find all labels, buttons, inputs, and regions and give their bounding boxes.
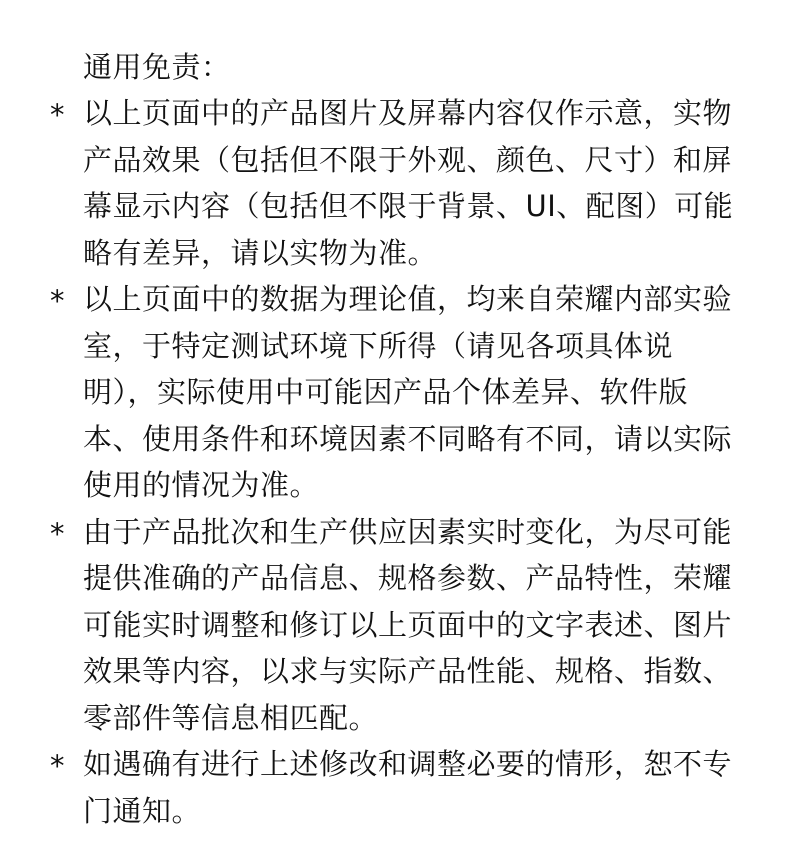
disclaimer-line: 本、使用条件和环境因素不同略有不同，请以实际 xyxy=(83,421,733,456)
bullet-asterisk: * xyxy=(50,98,65,132)
disclaimer-item xyxy=(0,90,734,276)
disclaimer-line: 明），实际使用中可能因产品个体差异、软件版 xyxy=(83,375,689,409)
disclaimer-line: 门通知。 xyxy=(83,793,202,828)
disclaimer-line: 如遇确有进行上述修改和调整必要的情形，恕不专 xyxy=(83,747,733,781)
disclaimer-line: 产品效果（包括但不限于外观、颜色、尺寸）和屏 xyxy=(83,142,733,177)
disclaimer-line: 使用的情况为准。 xyxy=(83,468,320,502)
disclaimer-line: 效果等内容，以求与实际产品性能、规格、指数、 xyxy=(83,654,733,688)
disclaimer-line: 室，于特定测试环境下所得（请见各项具体说 xyxy=(83,328,674,363)
disclaimer-line: 以上页面中的数据为理论值，均来自荣耀内部实验 xyxy=(83,282,733,316)
disclaimer-line: 略有差异，请以实物为准。 xyxy=(83,235,438,270)
disclaimer-line: 幕显示内容（包括但不限于背景、UI、配图）可能 xyxy=(83,189,734,223)
bullet-asterisk: * xyxy=(50,284,65,318)
disclaimer-item xyxy=(0,276,731,509)
disclaimer-line: 由于产品批次和生产供应因素实时变化，为尽可能 xyxy=(83,514,733,549)
disclaimer-line: 零部件等信息相匹配。 xyxy=(83,700,379,735)
disclaimer-heading: 通用免责： xyxy=(83,50,231,84)
bullet-asterisk: * xyxy=(50,749,65,783)
disclaimer-line: 提供准确的产品信息、规格参数、产品特性，荣耀 xyxy=(83,561,733,595)
disclaimer-list xyxy=(0,90,790,834)
disclaimer-item xyxy=(0,509,731,742)
bullet-asterisk: * xyxy=(50,516,65,551)
disclaimer-line: 可能实时调整和修订以上页面中的文字表述、图片 xyxy=(83,607,733,642)
disclaimer-item xyxy=(0,741,731,834)
disclaimer-line: 以上页面中的产品图片及屏幕内容仅作示意，实物 xyxy=(83,96,733,130)
